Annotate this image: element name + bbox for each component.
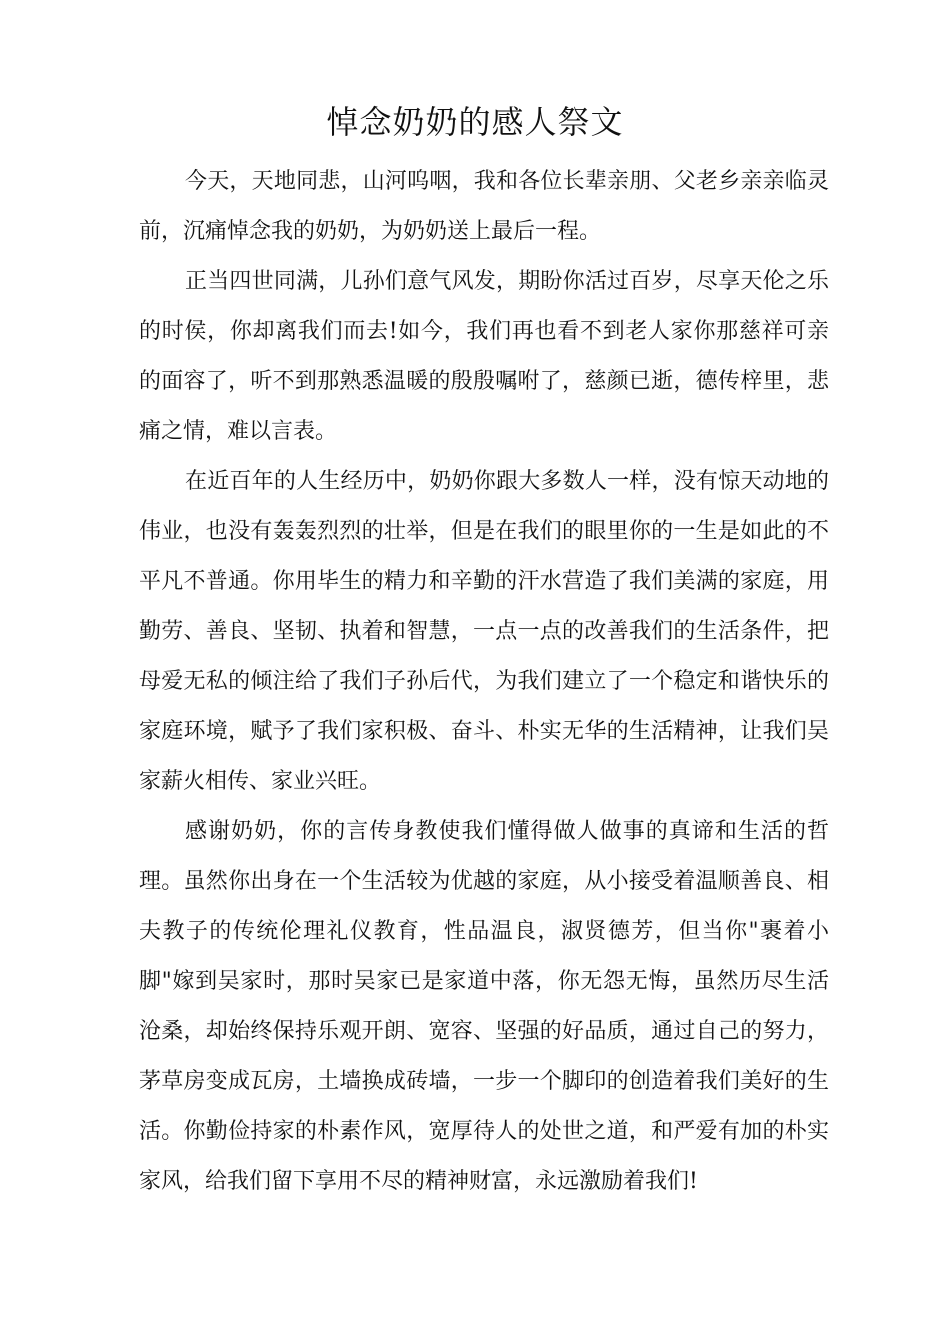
paragraph-2: 正当四世同满，儿孙们意气风发，期盼你活过百岁，尽享天伦之乐的时侯，你却离我们而去!如今，我们再也看不到老人家你那慈祥可亲的面容了，听不到那熟悉温暖的殷殷嘱咐了，慈颜已逝，德传梓里，悲痛之情，难以言表。 [139, 269, 829, 444]
document-body [139, 157, 829, 1207]
paragraph-3: 在近百年的人生经历中，奶奶你跟大多数人一样，没有惊天动地的伟业，也没有轰轰烈烈的壮举，但是在我们的眼里你的一生是如此的不平凡不普通。你用毕生的精力和辛勤的汗水营造了我们美满的家庭，用勤劳、善良、坚韧、执着和智慧，一点一点的改善我们的生活条件，把母爱无私的倾注给了我们子孙后代，为我们建立了一个稳定和谐快乐的家庭环境，赋予了我们家积极、奋斗、朴实无华的生活精神，让我们吴家薪火相传、家业兴旺。 [139, 469, 829, 794]
document-title: 悼念奶奶的感人祭文 [326, 103, 624, 141]
paragraph-1: 今天，天地同悲，山河呜咽，我和各位长辈亲朋、父老乡亲亲临灵前，沉痛悼念我的奶奶，为奶奶送上最后一程。 [139, 169, 829, 244]
paragraph-4: 感谢奶奶，你的言传身教使我们懂得做人做事的真谛和生活的哲理。虽然你出身在一个生活较为优越的家庭，从小接受着温顺善良、相夫教子的传统伦理礼仪教育，性品温良，淑贤德芳，但当你"裹着小脚"嫁到吴家时，那时吴家已是家道中落，你无怨无悔，虽然历尽生活沧桑，却始终保持乐观开朗、宽容、坚强的好品质，通过自己的努力，茅草房变成瓦房，土墙换成砖墙，一步一个脚印的创造着我们美好的生活。你勤俭持家的朴素作风，宽厚待人的处世之道，和严爱有加的朴实家风，给我们留下享用不尽的精神财富，永远激励着我们! [139, 819, 829, 1194]
